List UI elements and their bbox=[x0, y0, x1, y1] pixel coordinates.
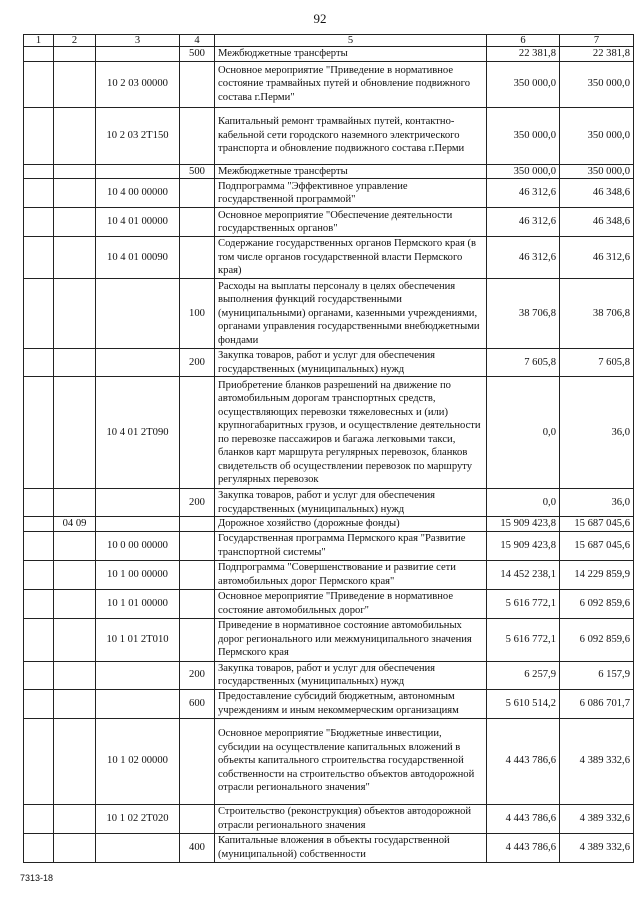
cell-amount-year1: 7 605,8 bbox=[487, 349, 560, 377]
table-row bbox=[24, 179, 634, 208]
cell-description: Строительство (реконструкция) объектов автодорожной отрасли регионального значения bbox=[215, 804, 487, 833]
table-row bbox=[24, 589, 634, 618]
cell-section bbox=[54, 47, 96, 62]
cell-amount-year2: 6 092 859,6 bbox=[560, 589, 634, 618]
cell-section bbox=[54, 279, 96, 349]
cell-col1 bbox=[24, 531, 54, 560]
cell-amount-year2: 46 348,6 bbox=[560, 179, 634, 208]
cell-expense-type bbox=[180, 718, 215, 804]
cell-section bbox=[54, 208, 96, 237]
cell-amount-year1: 46 312,6 bbox=[487, 179, 560, 208]
cell-col1 bbox=[24, 179, 54, 208]
cell-amount-year2: 36,0 bbox=[560, 377, 634, 489]
cell-amount-year2: 36,0 bbox=[560, 489, 634, 517]
cell-section bbox=[54, 618, 96, 661]
cell-description: Подпрограмма "Совершенствование и развитие сети автомобильных дорог Пермского края" bbox=[215, 560, 487, 589]
cell-col1 bbox=[24, 61, 54, 107]
table-row bbox=[24, 689, 634, 718]
cell-amount-year2: 7 605,8 bbox=[560, 349, 634, 377]
cell-target-article bbox=[96, 661, 180, 689]
table-row bbox=[24, 164, 634, 179]
cell-amount-year2: 350 000,0 bbox=[560, 164, 634, 179]
cell-section bbox=[54, 164, 96, 179]
cell-amount-year2: 6 092 859,6 bbox=[560, 618, 634, 661]
cell-expense-type: 200 bbox=[180, 489, 215, 517]
column-header: 6 bbox=[487, 35, 560, 47]
table-row bbox=[24, 349, 634, 377]
cell-amount-year2: 46 312,6 bbox=[560, 237, 634, 279]
cell-target-article: 10 1 00 00000 bbox=[96, 560, 180, 589]
cell-description: Содержание государственных органов Пермского края (в том числе органов государственной власти Пермского края) bbox=[215, 237, 487, 279]
cell-target-article bbox=[96, 349, 180, 377]
cell-amount-year1: 46 312,6 bbox=[487, 208, 560, 237]
cell-expense-type: 600 bbox=[180, 689, 215, 718]
cell-section bbox=[54, 489, 96, 517]
cell-col1 bbox=[24, 517, 54, 532]
column-header: 5 bbox=[215, 35, 487, 47]
cell-amount-year2: 14 229 859,9 bbox=[560, 560, 634, 589]
cell-target-article bbox=[96, 517, 180, 532]
cell-section bbox=[54, 107, 96, 164]
cell-description: Основное мероприятие "Приведение в нормативное состояние автомобильных дорог" bbox=[215, 589, 487, 618]
cell-expense-type bbox=[180, 179, 215, 208]
cell-amount-year1: 350 000,0 bbox=[487, 164, 560, 179]
budget-table bbox=[23, 34, 634, 863]
column-number-row bbox=[24, 35, 634, 47]
cell-description: Основное мероприятие "Обеспечение деятельности государственных органов" bbox=[215, 208, 487, 237]
cell-expense-type: 400 bbox=[180, 833, 215, 862]
cell-col1 bbox=[24, 589, 54, 618]
cell-amount-year2: 15 687 045,6 bbox=[560, 517, 634, 532]
cell-amount-year2: 15 687 045,6 bbox=[560, 531, 634, 560]
cell-section bbox=[54, 661, 96, 689]
cell-col1 bbox=[24, 107, 54, 164]
cell-target-article: 10 1 01 00000 bbox=[96, 589, 180, 618]
cell-description: Закупка товаров, работ и услуг для обеспечения государственных (муниципальных) нужд bbox=[215, 349, 487, 377]
cell-target-article: 10 0 00 00000 bbox=[96, 531, 180, 560]
cell-section bbox=[54, 531, 96, 560]
cell-description: Основное мероприятие "Приведение в нормативное состояние трамвайных путей и обновление подвижного состава г.Перми" bbox=[215, 61, 487, 107]
cell-expense-type: 200 bbox=[180, 349, 215, 377]
cell-section: 04 09 bbox=[54, 517, 96, 532]
cell-target-article: 10 4 01 2Т090 bbox=[96, 377, 180, 489]
cell-col1 bbox=[24, 718, 54, 804]
cell-target-article: 10 2 03 00000 bbox=[96, 61, 180, 107]
cell-amount-year2: 350 000,0 bbox=[560, 61, 634, 107]
cell-expense-type bbox=[180, 804, 215, 833]
table-row bbox=[24, 208, 634, 237]
cell-amount-year2: 46 348,6 bbox=[560, 208, 634, 237]
footer-code: 7313-18 bbox=[20, 873, 54, 883]
cell-target-article bbox=[96, 489, 180, 517]
cell-col1 bbox=[24, 279, 54, 349]
cell-col1 bbox=[24, 237, 54, 279]
cell-col1 bbox=[24, 208, 54, 237]
cell-col1 bbox=[24, 47, 54, 62]
table-row bbox=[24, 279, 634, 349]
cell-amount-year1: 22 381,8 bbox=[487, 47, 560, 62]
cell-description: Закупка товаров, работ и услуг для обеспечения государственных (муниципальных) нужд bbox=[215, 489, 487, 517]
cell-amount-year1: 4 443 786,6 bbox=[487, 804, 560, 833]
cell-section bbox=[54, 61, 96, 107]
cell-description: Дорожное хозяйство (дорожные фонды) bbox=[215, 517, 487, 532]
cell-amount-year1: 0,0 bbox=[487, 489, 560, 517]
cell-col1 bbox=[24, 661, 54, 689]
cell-target-article bbox=[96, 47, 180, 62]
cell-amount-year2: 6 157,9 bbox=[560, 661, 634, 689]
cell-description: Приобретение бланков разрешений на движение по автомобильным дорогам транспортных средств, осуществляющих перевозки тяжеловесных и (или) крупногабаритных грузов, и осуществление деятельности по перевозке пассажиров и багажа легковыми такси, бланков карт маршрута регулярных перевозок, бланков свидетельств об осуществлении перевозок по маршруту регулярных перевозок bbox=[215, 377, 487, 489]
table-row bbox=[24, 833, 634, 862]
cell-amount-year2: 22 381,8 bbox=[560, 47, 634, 62]
cell-col1 bbox=[24, 164, 54, 179]
cell-description: Основное мероприятие "Бюджетные инвестиции, субсидии на осуществление капитальных вложений в объекты капитального строительства государственной собственности на строительство объектов автодорожной отрасли регионального значения" bbox=[215, 718, 487, 804]
column-header: 3 bbox=[96, 35, 180, 47]
cell-target-article: 10 4 00 00000 bbox=[96, 179, 180, 208]
cell-section bbox=[54, 560, 96, 589]
table-row bbox=[24, 237, 634, 279]
cell-description: Приведение в нормативное состояние автомобильных дорог регионального или межмуниципального значения Пермского края bbox=[215, 618, 487, 661]
table-row bbox=[24, 560, 634, 589]
cell-description: Капитальный ремонт трамвайных путей, контактно-кабельной сети городского наземного электрического транспорта и обновление подвижного состава г.Перми bbox=[215, 107, 487, 164]
cell-section bbox=[54, 804, 96, 833]
table-row bbox=[24, 61, 634, 107]
table-row bbox=[24, 618, 634, 661]
cell-target-article bbox=[96, 164, 180, 179]
cell-col1 bbox=[24, 560, 54, 589]
cell-expense-type bbox=[180, 589, 215, 618]
cell-amount-year1: 38 706,8 bbox=[487, 279, 560, 349]
table-row bbox=[24, 804, 634, 833]
cell-section bbox=[54, 589, 96, 618]
cell-amount-year2: 38 706,8 bbox=[560, 279, 634, 349]
cell-amount-year2: 4 389 332,6 bbox=[560, 804, 634, 833]
cell-description: Государственная программа Пермского края "Развитие транспортной системы" bbox=[215, 531, 487, 560]
cell-amount-year1: 5 616 772,1 bbox=[487, 618, 560, 661]
cell-amount-year1: 5 616 772,1 bbox=[487, 589, 560, 618]
cell-amount-year1: 46 312,6 bbox=[487, 237, 560, 279]
cell-col1 bbox=[24, 377, 54, 489]
cell-expense-type bbox=[180, 61, 215, 107]
cell-section bbox=[54, 349, 96, 377]
cell-target-article: 10 4 01 00000 bbox=[96, 208, 180, 237]
cell-amount-year2: 4 389 332,6 bbox=[560, 833, 634, 862]
cell-description: Межбюджетные трансферты bbox=[215, 164, 487, 179]
cell-expense-type: 100 bbox=[180, 279, 215, 349]
cell-section bbox=[54, 377, 96, 489]
cell-amount-year2: 350 000,0 bbox=[560, 107, 634, 164]
cell-amount-year1: 4 443 786,6 bbox=[487, 718, 560, 804]
column-header: 7 bbox=[560, 35, 634, 47]
cell-expense-type: 500 bbox=[180, 164, 215, 179]
cell-col1 bbox=[24, 489, 54, 517]
cell-amount-year1: 15 909 423,8 bbox=[487, 531, 560, 560]
cell-section bbox=[54, 689, 96, 718]
table-row bbox=[24, 47, 634, 62]
cell-col1 bbox=[24, 804, 54, 833]
page-number: 92 bbox=[313, 11, 327, 26]
cell-amount-year1: 0,0 bbox=[487, 377, 560, 489]
column-header: 2 bbox=[54, 35, 96, 47]
cell-expense-type: 500 bbox=[180, 47, 215, 62]
cell-amount-year1: 15 909 423,8 bbox=[487, 517, 560, 532]
cell-description: Расходы на выплаты персоналу в целях обеспечения выполнения функций государственными (муниципальными) органами, казенными учреждениями, органами управления государственными внебюджетными фондами bbox=[215, 279, 487, 349]
cell-description: Капитальные вложения в объекты государственной (муниципальной) собственности bbox=[215, 833, 487, 862]
cell-expense-type bbox=[180, 107, 215, 164]
cell-section bbox=[54, 237, 96, 279]
table-row bbox=[24, 489, 634, 517]
cell-amount-year1: 350 000,0 bbox=[487, 107, 560, 164]
cell-expense-type bbox=[180, 531, 215, 560]
cell-description: Предоставление субсидий бюджетным, автономным учреждениям и иным некоммерческим организациям bbox=[215, 689, 487, 718]
cell-expense-type bbox=[180, 208, 215, 237]
cell-target-article bbox=[96, 279, 180, 349]
cell-description: Подпрограмма "Эффективное управление государственной программой" bbox=[215, 179, 487, 208]
cell-expense-type: 200 bbox=[180, 661, 215, 689]
cell-target-article: 10 2 03 2Т150 bbox=[96, 107, 180, 164]
cell-expense-type bbox=[180, 560, 215, 589]
cell-section bbox=[54, 179, 96, 208]
cell-target-article: 10 1 02 00000 bbox=[96, 718, 180, 804]
cell-col1 bbox=[24, 349, 54, 377]
table-row bbox=[24, 517, 634, 532]
cell-amount-year1: 6 257,9 bbox=[487, 661, 560, 689]
cell-expense-type bbox=[180, 517, 215, 532]
cell-target-article: 10 1 02 2Т020 bbox=[96, 804, 180, 833]
cell-amount-year1: 14 452 238,1 bbox=[487, 560, 560, 589]
cell-amount-year1: 4 443 786,6 bbox=[487, 833, 560, 862]
cell-amount-year1: 5 610 514,2 bbox=[487, 689, 560, 718]
cell-target-article bbox=[96, 833, 180, 862]
column-header: 4 bbox=[180, 35, 215, 47]
cell-amount-year2: 6 086 701,7 bbox=[560, 689, 634, 718]
table-row bbox=[24, 531, 634, 560]
cell-col1 bbox=[24, 689, 54, 718]
cell-amount-year2: 4 389 332,6 bbox=[560, 718, 634, 804]
cell-expense-type bbox=[180, 618, 215, 661]
cell-target-article: 10 4 01 00090 bbox=[96, 237, 180, 279]
cell-section bbox=[54, 833, 96, 862]
cell-description: Закупка товаров, работ и услуг для обеспечения государственных (муниципальных) нужд bbox=[215, 661, 487, 689]
cell-expense-type bbox=[180, 237, 215, 279]
table-row bbox=[24, 107, 634, 164]
table-row bbox=[24, 661, 634, 689]
cell-col1 bbox=[24, 833, 54, 862]
cell-description: Межбюджетные трансферты bbox=[215, 47, 487, 62]
cell-target-article bbox=[96, 689, 180, 718]
cell-expense-type bbox=[180, 377, 215, 489]
column-header: 1 bbox=[24, 35, 54, 47]
table-row bbox=[24, 718, 634, 804]
cell-section bbox=[54, 718, 96, 804]
cell-amount-year1: 350 000,0 bbox=[487, 61, 560, 107]
cell-col1 bbox=[24, 618, 54, 661]
table-row bbox=[24, 377, 634, 489]
cell-target-article: 10 1 01 2Т010 bbox=[96, 618, 180, 661]
